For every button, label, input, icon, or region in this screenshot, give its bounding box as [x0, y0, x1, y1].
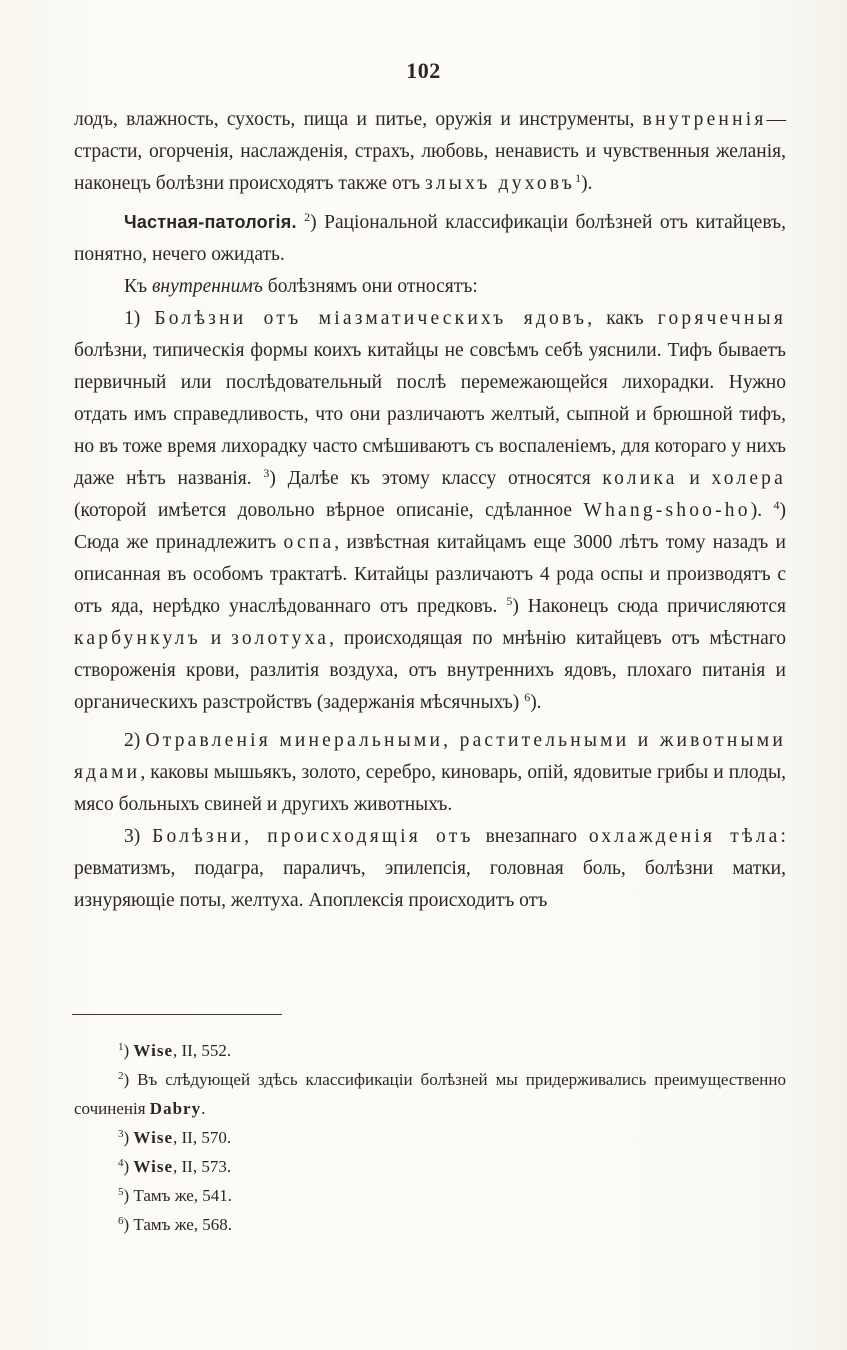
footnote-6 — [74, 1210, 786, 1239]
paragraph-internal-diseases — [74, 271, 786, 303]
paragraph-item-2 — [74, 725, 786, 821]
spaced-term: охлажденія тѣла — [588, 826, 781, 847]
paragraph-continuation — [74, 104, 786, 200]
text-run: 1) — [124, 308, 155, 329]
footnote-text: ) Тамъ же, 568. — [123, 1215, 233, 1234]
text-run: (которой имѣется довольно вѣрное описаніе, сдѣланное — [74, 500, 584, 521]
footnote-4: $^4$) Wise, II, 573. — [118, 1157, 232, 1176]
text-run: , извѣстная китайцамъ еще 3000 лѣтъ тому назадъ и описанная въ особомъ трактатѣ. Китайцы различаютъ 4 рода оспы и производятъ с отъ яда, нерѣдко унаслѣдованнаго отъ предковъ. — [74, 532, 786, 617]
footnote-author: Wise — [133, 1128, 173, 1147]
spaced-term: золотуха — [231, 628, 330, 649]
text-run: ). — [750, 500, 774, 521]
footnote-number: 4 — [118, 1157, 124, 1169]
paragraph-item-3 — [74, 821, 786, 917]
footnote-text: , II, 552. — [173, 1041, 232, 1060]
spaced-term: карбункулъ — [74, 628, 201, 649]
text-run: , происходящая по мнѣнію китайцевъ отъ мѣстнаго створоженія крови, разлитія воздуха, отъ внутреннихъ ядовъ, плохаго питанія и органическихъ разстройствъ (задержанія мѣсячныхъ) — [74, 628, 786, 713]
text-run: , какъ — [587, 308, 658, 329]
main-text — [74, 104, 786, 917]
spaced-term: горячечныя — [657, 308, 787, 329]
footnote-ref: 1 — [575, 171, 582, 185]
spaced-term: колика — [602, 468, 678, 489]
spaced-term: Отравленія минеральными, растительными и животными ядами — [74, 730, 786, 783]
footnote-3: $^3$) Wise, II, 570. — [118, 1128, 232, 1147]
text-run: ). — [530, 692, 542, 713]
text-run: 2) — [124, 730, 146, 751]
footnote-author: Wise — [133, 1157, 173, 1176]
spaced-term: Болѣзни отъ міазматическихъ ядовъ — [154, 308, 588, 329]
text-run: : ревматизмъ, подагра, параличъ, эпилепсія, головная боль, болѣзни матки, изнуряющіе поты, желтуха. Апоплексія происходитъ отъ — [74, 826, 786, 911]
footnote-2 — [74, 1065, 786, 1123]
text-run: ) Далѣе къ этому классу относятся — [269, 468, 603, 489]
footnote-author: Wise — [133, 1041, 173, 1060]
footnote-5 — [74, 1181, 786, 1210]
text-run: —страсти, огорченія, наслажденія, страхъ, любовь, ненависть и чувственныя желанія, наконецъ болѣзни происходятъ также отъ — [74, 109, 786, 194]
page-number: 102 — [406, 58, 441, 83]
footnote-text: . — [201, 1099, 206, 1118]
text-run: болѣзнямъ они относятъ: — [262, 276, 478, 297]
footnote-text: , II, 570. — [173, 1128, 232, 1147]
footnote-number: 6 — [118, 1215, 124, 1227]
footnote-ref: 6 — [524, 690, 531, 704]
text-run: ) Наконецъ сюда причисляются — [512, 596, 787, 617]
text-run: внезапнаго — [473, 826, 589, 847]
footnote-author: Dabry — [149, 1099, 202, 1118]
footnote-divider — [72, 1014, 282, 1015]
text-run: ). — [581, 173, 593, 194]
text-run: Къ — [124, 276, 152, 297]
footnote-number: 2 — [118, 1070, 124, 1082]
footnote-ref: 3 — [263, 466, 270, 480]
footnote-ref: 4 — [773, 498, 780, 512]
italic-term: внутреннимъ — [151, 276, 263, 297]
footnote-number: 5 — [118, 1186, 124, 1198]
section-heading: Частная-патологія. — [124, 212, 297, 232]
footnote-number: 1 — [118, 1041, 124, 1053]
text-run: , каковы мышьякъ, золото, серебро, киноварь, опій, ядовитые грибы и плоды, мясо больныхъ свиней и другихъ животныхъ. — [74, 762, 786, 815]
footnote-ref: 2 — [304, 210, 311, 224]
spaced-term: злыхъ духовъ — [424, 173, 576, 194]
text-run: болѣзни, типическія формы коихъ китайцы не совсѣмъ себѣ уяснили. Тифъ бываетъ первичный или послѣдовательный послѣ перемежающейся лихорадки. Нужно отдать имъ справедливость, что они различаютъ желтый, сыпной и брюшной тифъ, но въ тоже время лихорадку часто смѣшиваютъ съ воспаленіемъ, для котораго у нихъ даже нѣтъ названія. — [74, 340, 786, 489]
footnote-1: $^1$) Wise, II, 552. — [118, 1041, 232, 1060]
text-run: и — [200, 628, 232, 649]
text-run: ) Сюда же принадлежитъ — [74, 500, 786, 553]
text-run: 3) — [124, 826, 153, 847]
footnote-text: ) Тамъ же, 541. — [123, 1186, 233, 1205]
spaced-term: Болѣзни, происходящія отъ — [152, 826, 474, 847]
paragraph-special-pathology — [74, 206, 786, 271]
spaced-term: внутреннія — [642, 109, 767, 130]
footnotes — [74, 1036, 786, 1239]
spaced-term: Whang-shoo-ho — [583, 500, 751, 521]
footnote-number: 3 — [118, 1128, 124, 1140]
footnote-text: ) Въ слѣдующей здѣсь классификаціи болѣзней мы придерживались преимущественно сочиненія — [74, 1070, 786, 1118]
spaced-term: оспа — [283, 532, 335, 553]
spaced-term: холера — [711, 468, 786, 489]
paragraph-item-1 — [74, 303, 786, 719]
text-run: ) Раціональной классификаціи болѣзней отъ китайцевъ, понятно, нечего ожидать. — [74, 212, 787, 265]
footnote-text: , II, 573. — [173, 1157, 232, 1176]
text-run: и — [677, 468, 712, 489]
text-run: лодъ, влажность, сухость, пища и питье, оружія и инструменты, — [74, 109, 643, 130]
footnote-ref: 5 — [506, 594, 513, 608]
